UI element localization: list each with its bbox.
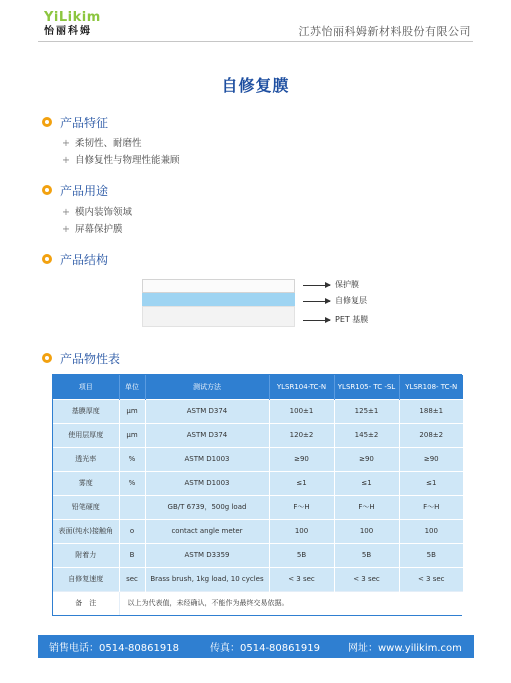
table-cell: 100 — [399, 519, 463, 543]
section-title: 产品物性表 — [60, 351, 121, 366]
table-cell: F～H — [399, 495, 463, 519]
layer-protective-film — [142, 279, 295, 293]
bullet-dot-icon — [42, 185, 52, 195]
table-cell: 208±2 — [399, 423, 463, 447]
column-header: 项目 — [53, 375, 119, 399]
table-cell: ≤1 — [269, 471, 334, 495]
company-logo — [44, 11, 110, 39]
table-cell: ≥90 — [399, 447, 463, 471]
table-cell: ASTM D374 — [145, 423, 269, 447]
list-item — [62, 152, 179, 169]
plus-icon: + — [62, 138, 70, 149]
table-cell: 100±1 — [269, 399, 334, 423]
table-cell: 基膜厚度 — [53, 399, 119, 423]
section-features-heading — [42, 114, 108, 130]
page-header — [0, 0, 511, 44]
table-cell: ≤1 — [399, 471, 463, 495]
table-remark-row — [53, 591, 463, 615]
table-cell: ASTM D1003 — [145, 447, 269, 471]
plus-icon: + — [62, 224, 70, 235]
section-structure-heading — [42, 251, 108, 267]
layer-label: 保护膜 — [335, 280, 359, 289]
table-cell: < 3 sec — [269, 567, 334, 591]
applications-list — [62, 204, 132, 238]
list-item-text: 柔韧性、耐磨性 — [74, 138, 142, 149]
table-cell: ≥90 — [269, 447, 334, 471]
table-cell: μm — [119, 423, 145, 447]
list-item-text: 屏幕保护膜 — [74, 224, 123, 235]
table-cell: 5B — [334, 543, 399, 567]
column-header: YLSR108- TC-N — [399, 375, 463, 399]
table-cell: 5B — [399, 543, 463, 567]
fax-number: 传真：0514-80861919 — [210, 643, 320, 654]
table-cell: o — [119, 519, 145, 543]
bullet-dot-icon — [42, 254, 52, 264]
arrow-icon — [303, 301, 330, 302]
logo-cn: 怡丽科姆 — [44, 26, 92, 37]
header-divider — [38, 41, 473, 42]
list-item — [62, 204, 132, 221]
table-cell: 100 — [334, 519, 399, 543]
table-row — [53, 471, 463, 495]
table-cell: 表面(纯水)接触角 — [53, 519, 119, 543]
table-cell: ASTM D1003 — [145, 471, 269, 495]
table-cell: 100 — [269, 519, 334, 543]
table-cell: 145±2 — [334, 423, 399, 447]
column-header: YLSR105- TC -SL — [334, 375, 399, 399]
structure-diagram — [142, 279, 295, 327]
table-cell: ASTM D374 — [145, 399, 269, 423]
table-cell: ≤1 — [334, 471, 399, 495]
table-cell: F～H — [269, 495, 334, 519]
table-header-row — [53, 375, 463, 399]
layer-label: PET 基膜 — [335, 315, 369, 324]
remark-text: 以上为代表值，未经确认，不能作为最终交易依据。 — [119, 591, 463, 615]
table-cell: 附着力 — [53, 543, 119, 567]
table-cell: < 3 sec — [399, 567, 463, 591]
table-cell: B — [119, 543, 145, 567]
arrow-icon — [303, 320, 330, 321]
section-applications-heading — [42, 182, 108, 198]
section-title: 产品特征 — [60, 115, 109, 130]
table-row — [53, 567, 463, 591]
section-title: 产品用途 — [60, 183, 109, 198]
table-cell: GB/T 6739，500g load — [145, 495, 269, 519]
contact-footer — [38, 635, 474, 658]
table-cell — [119, 495, 145, 519]
table-row — [53, 519, 463, 543]
table-cell: 120±2 — [269, 423, 334, 447]
table-row — [53, 495, 463, 519]
remark-label: 备 注 — [53, 591, 119, 615]
list-item — [62, 221, 132, 238]
logo-en: YiLikim — [44, 10, 101, 25]
column-header: 测试方法 — [145, 375, 269, 399]
plus-icon: + — [62, 207, 70, 218]
table-cell: Brass brush, 1kg load, 10 cycles — [145, 567, 269, 591]
table-cell: 雾度 — [53, 471, 119, 495]
properties-table — [52, 374, 462, 616]
plus-icon: + — [62, 155, 70, 166]
table-cell: % — [119, 447, 145, 471]
features-list — [62, 135, 179, 169]
table-row — [53, 399, 463, 423]
table-cell: sec — [119, 567, 145, 591]
table-row — [53, 447, 463, 471]
table-cell: 铅笔硬度 — [53, 495, 119, 519]
arrow-icon — [303, 285, 330, 286]
table-row — [53, 543, 463, 567]
table-row — [53, 423, 463, 447]
table-cell: < 3 sec — [334, 567, 399, 591]
table-cell: ≥90 — [334, 447, 399, 471]
layer-pet-base — [142, 306, 295, 327]
table-cell: F～H — [334, 495, 399, 519]
table-cell: % — [119, 471, 145, 495]
table-cell: 使用层厚度 — [53, 423, 119, 447]
column-header: YLSR104-TC-N — [269, 375, 334, 399]
table-cell: 5B — [269, 543, 334, 567]
table-cell: 自修复速度 — [53, 567, 119, 591]
list-item-text: 模内装饰领域 — [74, 207, 132, 218]
table-cell: 125±1 — [334, 399, 399, 423]
section-properties-heading — [42, 350, 120, 366]
website: 网址：www.yilikim.com — [348, 643, 462, 654]
company-name: 江苏怡丽科姆新材料股份有限公司 — [298, 25, 471, 38]
table-cell: ASTM D3359 — [145, 543, 269, 567]
bullet-dot-icon — [42, 117, 52, 127]
column-header: 单位 — [119, 375, 145, 399]
document-title: 自修复膜 — [221, 76, 290, 95]
layer-self-healing — [142, 293, 295, 306]
table-cell: 透光率 — [53, 447, 119, 471]
list-item — [62, 135, 179, 152]
table-cell: contact angle meter — [145, 519, 269, 543]
table-cell: μm — [119, 399, 145, 423]
list-item-text: 自修复性与物理性能兼顾 — [74, 155, 180, 166]
layer-label: 自修复层 — [335, 296, 367, 305]
section-title: 产品结构 — [60, 252, 109, 267]
sales-phone: 销售电话：0514-80861918 — [49, 643, 179, 654]
table-cell: 188±1 — [399, 399, 463, 423]
bullet-dot-icon — [42, 353, 52, 363]
